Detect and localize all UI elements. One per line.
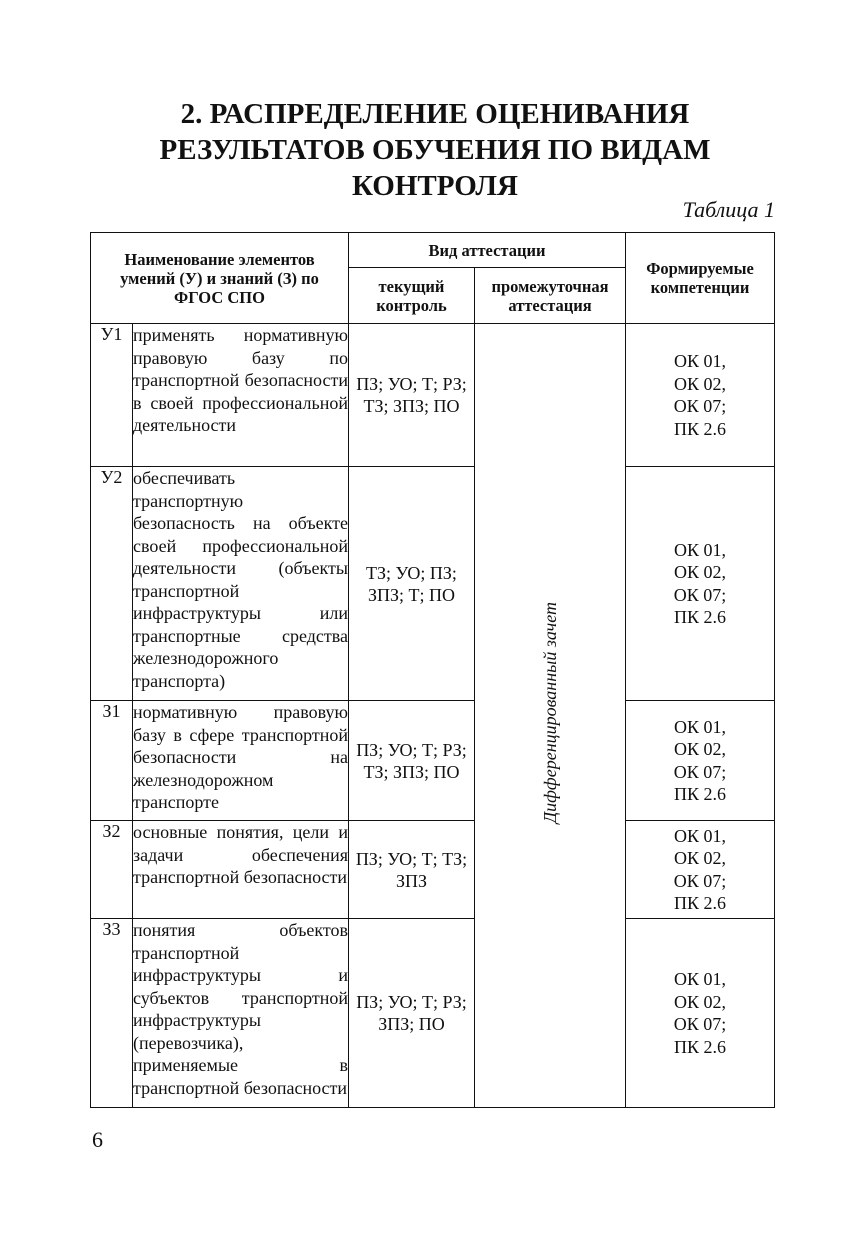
competency: ОК 01,	[674, 351, 727, 371]
row-description: понятия объектов транспортной инфраструктуры и субъектов транспортной инфраструктуры (перевозчика), применяемые в транспортной безопасности	[133, 919, 349, 1108]
table-row	[91, 701, 775, 821]
assessment-table	[90, 232, 775, 1108]
row-current-control: ПЗ; УО; Т; РЗ; ТЗ; ЗПЗ; ПО	[349, 324, 475, 467]
row-current-control: ТЗ; УО; ПЗ; ЗПЗ; Т; ПО	[349, 467, 475, 701]
header-current-control: текущий контроль	[349, 268, 475, 324]
row-competencies	[626, 919, 775, 1108]
row-description: нормативную правовую базу в сфере транспортной безопасности на железнодорожном транспорте	[133, 701, 349, 821]
header-competencies: Формируемые компетенции	[626, 233, 775, 324]
competency: ПК 2.6	[674, 784, 727, 804]
row-code: З1	[91, 701, 133, 821]
table-row	[91, 467, 775, 701]
table-row	[91, 324, 775, 467]
competency: ОК 01,	[674, 825, 727, 846]
competency: ОК 02,	[674, 848, 727, 868]
row-competencies	[626, 701, 775, 821]
competency: ПК 2.6	[674, 1036, 727, 1057]
competency: ОК 01,	[674, 716, 727, 737]
row-code: З3	[91, 919, 133, 1108]
header-elements: Наименование элементов умений (У) и знаний (З) по ФГОС СПО	[91, 233, 349, 324]
table-label: Таблица 1	[682, 197, 775, 222]
heading-line-1: 2. РАСПРЕДЕЛЕНИЕ ОЦЕНИВАНИЯ	[180, 98, 690, 130]
table-row	[91, 919, 775, 1108]
competency: ОК 07;	[673, 584, 727, 605]
competency: ПК 2.6	[674, 418, 727, 439]
competency: ОК 02,	[674, 991, 727, 1012]
heading-line-3: КОНТРОЛЯ	[352, 170, 518, 202]
row-description: основные понятия, цели и задачи обеспечения транспортной безопасности	[133, 821, 349, 919]
row-description: обеспечивать транспортную безопасность на объекте своей профессиональной деятельности (объекты транспортной инфраструктуры или транспортные средства железнодорожного транспорта)	[133, 467, 349, 701]
intermediate-attestation-value: Дифференцированный зачет	[539, 602, 560, 824]
competency: ОК 02,	[674, 739, 727, 759]
row-current-control: ПЗ; УО; Т; РЗ; ТЗ; ЗПЗ; ПО	[349, 701, 475, 821]
row-code: У1	[91, 324, 133, 467]
row-description: применять нормативную правовую базу по транспортной безопасности в своей профессиональной деятельности	[133, 324, 349, 467]
competency: ОК 07;	[673, 870, 727, 891]
intermediate-attestation-cell	[475, 324, 626, 1108]
competency: ОК 02,	[674, 373, 727, 394]
row-current-control: ПЗ; УО; Т; ТЗ; ЗПЗ	[349, 821, 475, 919]
competency: ОК 07;	[673, 1014, 727, 1034]
table-row	[91, 821, 775, 919]
heading-line-2: РЕЗУЛЬТАТОВ ОБУЧЕНИЯ ПО ВИДАМ	[159, 134, 711, 166]
header-attestation-type: Вид аттестации	[349, 233, 626, 268]
competency: ОК 01,	[674, 969, 727, 989]
page-number: 6	[92, 1127, 103, 1152]
competency: ОК 07;	[673, 396, 727, 416]
header-intermediate: промежуточная аттестация	[475, 268, 626, 324]
row-code: У2	[91, 467, 133, 701]
competency: ОК 02,	[674, 562, 727, 582]
row-current-control: ПЗ; УО; Т; РЗ; ЗПЗ; ПО	[349, 919, 475, 1108]
row-competencies	[626, 467, 775, 701]
competency: ОК 01,	[674, 539, 727, 560]
row-code: З2	[91, 821, 133, 919]
row-competencies	[626, 821, 775, 919]
competency: ПК 2.6	[674, 607, 727, 627]
competency: ОК 07;	[673, 761, 727, 782]
row-competencies	[626, 324, 775, 467]
section-heading	[90, 96, 780, 204]
competency: ПК 2.6	[674, 893, 727, 913]
